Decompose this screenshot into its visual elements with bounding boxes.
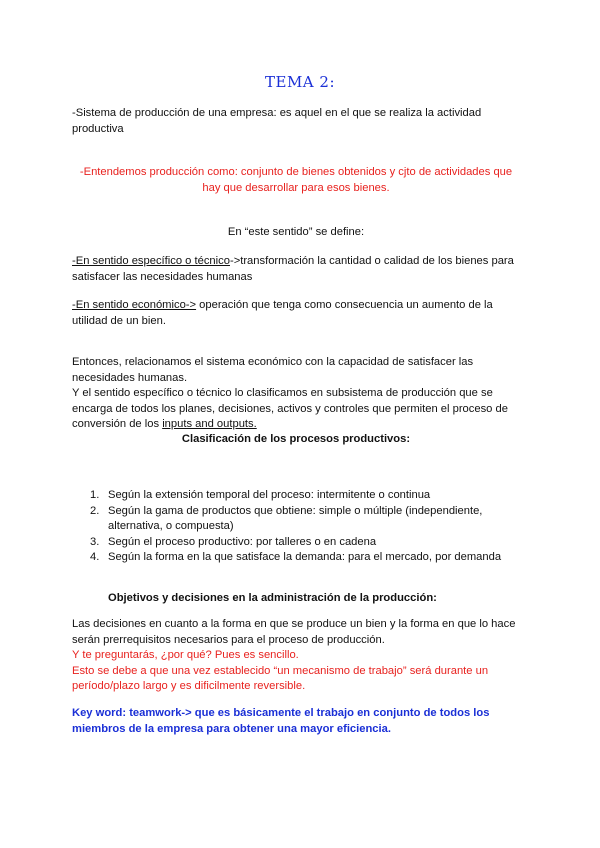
inputs-outputs-term: inputs and outputs. bbox=[162, 418, 257, 430]
paragraph-produccion: -Entendemos producción como: conjunto de bienes obtenidos y cjto de actividades que hay que desarrollar para esos bienes. bbox=[79, 166, 513, 194]
definition-text: operación que tenga como consecuencia un aumento de la utilidad de un bien. bbox=[72, 299, 493, 327]
list-item: 2. Según la gama de productos que obtiene: simple o múltiple (independiente, alternativa, o compuesta) bbox=[90, 504, 483, 532]
list-item: 1. Según la extensión temporal del proceso: intermitente o continua bbox=[90, 489, 431, 501]
paragraph-sentido-tecnico bbox=[72, 254, 520, 285]
page-title: TEMA 2: bbox=[264, 73, 335, 91]
paragraph-sentido-economico bbox=[72, 298, 520, 329]
underlined-term: -En sentido específico o técnico bbox=[72, 255, 230, 267]
classification-list bbox=[72, 488, 520, 566]
text-line: Entonces, relacionamos el sistema económico con la capacidad de satisfacer las necesidades humanas. bbox=[72, 356, 474, 384]
text-line: Y el sentido específico o técnico lo clasificamos en subsistema de producción que se encarga de todos los planes, decisiones, activos y controles que permiten el proceso de conversión de los inputs and outputs. bbox=[72, 387, 508, 430]
definition-text: ->transformación la cantidad o calidad de los bienes para satisfacer las necesidades humanas bbox=[72, 255, 514, 283]
text-line: Las decisiones en cuanto a la forma en que se produce un bien y la forma en que lo hace serán prerrequisitos necesarios para el proceso de producción. bbox=[72, 618, 516, 646]
paragraph-entonces bbox=[72, 355, 520, 433]
list-item: 3. Según el proceso productivo: por talleres o en cadena bbox=[90, 535, 377, 548]
keyword-paragraph: Key word: teamwork-> que es básicamente el trabajo en conjunto de todos los miembros de la empresa para obtener una mayor eficiencia. bbox=[72, 707, 490, 735]
list-item: 4. Según la forma en la que satisface la demanda: para el mercado, por demanda bbox=[90, 551, 502, 563]
section-heading-clasificacion: Clasificación de los procesos productivos: bbox=[181, 433, 411, 445]
text-line: Esto se debe a que una vez establecido “un mecanismo de trabajo” será durante un período/plazo largo y es dificilmente reversible. bbox=[72, 664, 489, 692]
underlined-term: -En sentido económico-> bbox=[72, 299, 197, 311]
paragraph-sistema: -Sistema de producción de una empresa: es aquel en el que se realiza la actividad productiva bbox=[72, 107, 482, 135]
paragraph-sentido: En “este sentido” se define: bbox=[227, 226, 365, 238]
text-line: Y te preguntarás, ¿por qué? Pues es sencillo. bbox=[72, 649, 299, 661]
section-heading-objetivos: Objetivos y decisiones en la administración de la producción: bbox=[108, 592, 437, 604]
paragraph-decisiones bbox=[72, 617, 520, 695]
